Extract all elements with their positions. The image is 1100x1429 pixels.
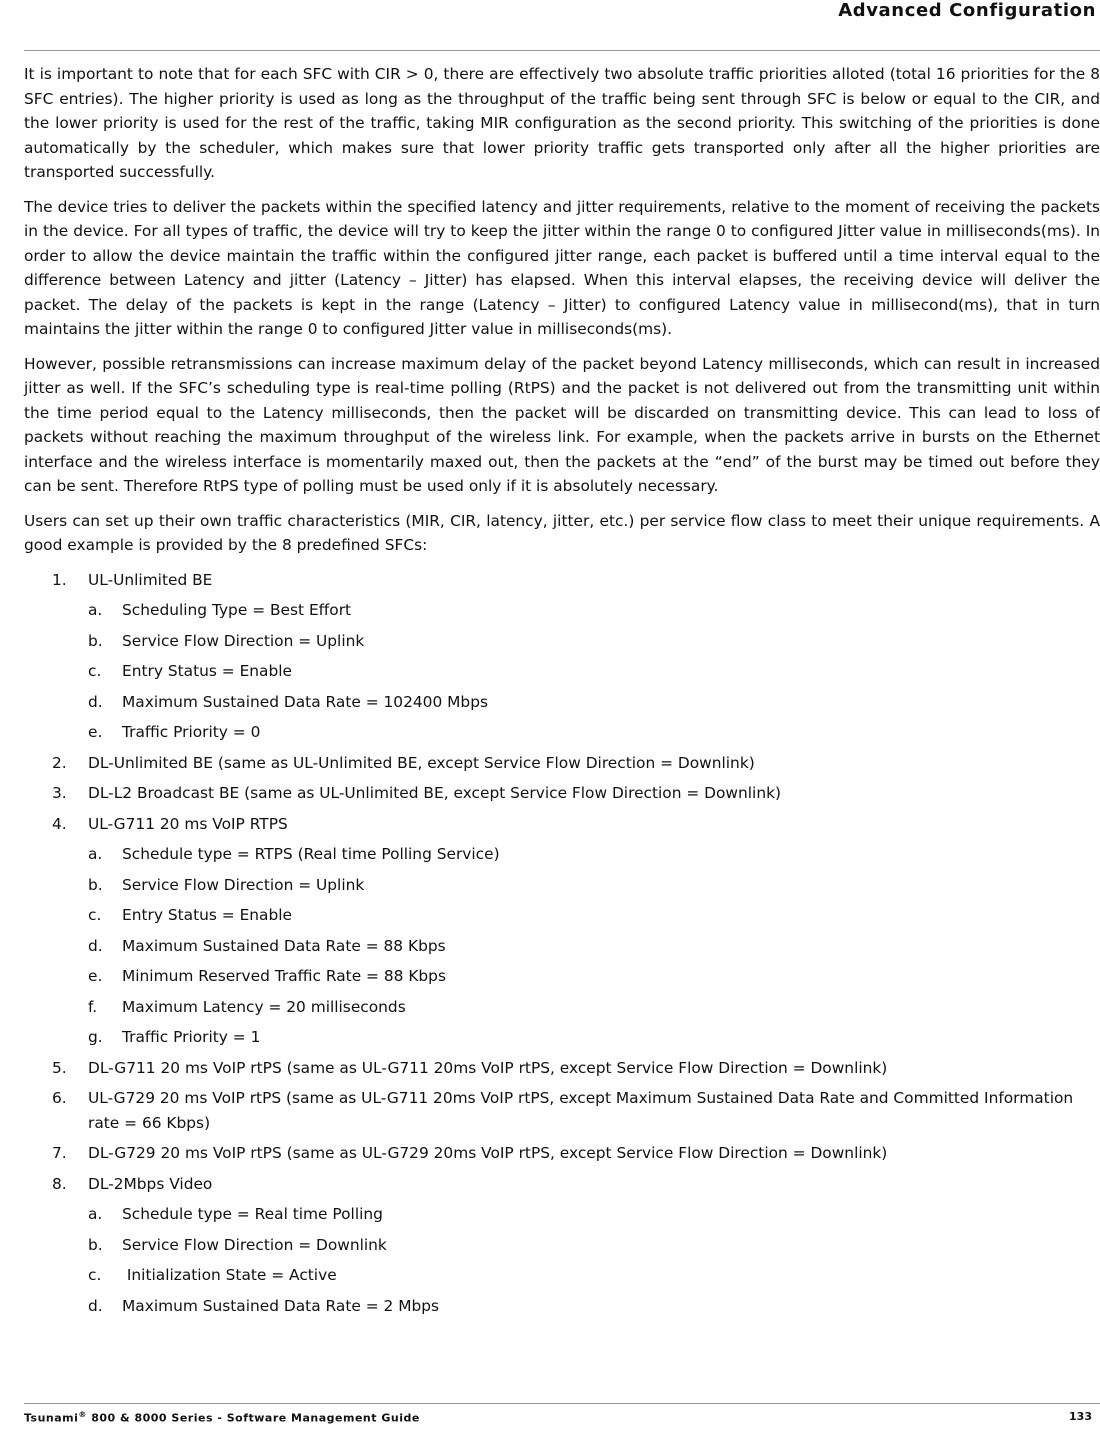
list-number: 5. [52, 1058, 67, 1077]
sub-item-text: Maximum Latency = 20 milliseconds [122, 997, 406, 1016]
list-item-text: DL-L2 Broadcast BE (same as UL-Unlimited BE, except Service Flow Direction = Downlink) [88, 784, 781, 802]
sub-list-item [88, 629, 1100, 654]
sub-letter: b. [88, 1235, 103, 1254]
sub-list-item [88, 842, 1100, 867]
footer-product: Tsunami [24, 1411, 79, 1425]
list-item [24, 781, 1100, 806]
paragraph-priorities: It is important to note that for each SFC with CIR > 0, there are effectively two absolute traffic priorities alloted (total 16 priorities for the 8 SFC entries). The higher priority is used as long as the throughput of the traffic being sent through SFC is below or equal to the CIR, and the lower priority is used for the rest of the traffic, taking MIR configuration as the second priority. This switching of the priorities is done automatically by the scheduler, which makes sure that lower priority traffic gets transported only after all the higher priorities are transported successfully. [24, 65, 1100, 181]
sub-letter: e. [88, 723, 103, 741]
sub-list [88, 842, 1100, 1050]
sub-item-text: Minimum Reserved Traffic Rate = 88 Kbps [122, 967, 446, 985]
sub-item-text: Schedule type = RTPS (Real time Polling Service) [122, 845, 500, 863]
sub-list-item [88, 995, 1100, 1020]
sub-letter: a. [88, 601, 103, 619]
sub-letter: c. [88, 906, 102, 924]
footer-divider [24, 1403, 1100, 1404]
trademark-symbol: ® [78, 1410, 87, 1419]
sub-list-item [88, 1233, 1100, 1258]
list-item-text: UL-Unlimited BE [88, 570, 213, 589]
sub-item-text: Schedule type = Real time Polling [122, 1205, 383, 1223]
list-item-text: DL-G711 20 ms VoIP rtPS (same as UL-G711 20ms VoIP rtPS, except Service Flow Direction = Downlink) [88, 1058, 888, 1077]
sub-list-item [88, 903, 1100, 928]
sub-item-text: Entry Status = Enable [122, 662, 292, 680]
list-number: 4. [52, 814, 67, 833]
sub-item-text: Maximum Sustained Data Rate = 102400 Mbps [122, 692, 488, 711]
list-number: 6. [52, 1089, 67, 1107]
sub-list [88, 1202, 1100, 1318]
sub-list [88, 598, 1100, 745]
header-title: Advanced Configuration [838, 0, 1096, 21]
paragraph-user-characteristics: Users can set up their own traffic characteristics (MIR, CIR, latency, jitter, etc.) per service flow class to meet their unique requirements. A good example is provided by the 8 predefined SFCs: [24, 511, 1100, 554]
sub-list-item [88, 934, 1100, 959]
sub-letter: g. [88, 1028, 103, 1046]
list-item [24, 1086, 1100, 1135]
sub-letter: f. [88, 997, 98, 1016]
paragraph-latency-jitter: The device tries to deliver the packets within the specified latency and jitter requirements, relative to the moment of receiving the packets in the device. For all types of traffic, the device will try to keep the jitter within the range 0 to configured Jitter value in milliseconds(ms). In order to allow the device maintain the traffic within the configured jitter range, each packet is buffered until a time interval equal to the difference between Latency and jitter (Latency – Jitter) has elapsed. When this interval elapses, the receiving device will deliver the packet. The delay of the packets is kept in the range (Latency – Jitter) to configured Latency value in millisecond(ms), that in turn maintains the jitter within the range 0 to configured Jitter value in milliseconds(ms). [24, 197, 1100, 338]
sub-item-text: Service Flow Direction = Uplink [122, 631, 365, 650]
page-number: 133 [1069, 1410, 1092, 1423]
sub-list-item [88, 598, 1100, 623]
sub-letter: c. [88, 662, 102, 680]
sub-list-item [88, 659, 1100, 684]
list-item-text: DL-Unlimited BE (same as UL-Unlimited BE, except Service Flow Direction = Downlink) [88, 753, 755, 772]
sub-item-text: Entry Status = Enable [122, 906, 292, 924]
list-item [24, 812, 1100, 1050]
list-item [24, 751, 1100, 776]
sub-letter: c. [88, 1266, 102, 1284]
sub-letter: a. [88, 845, 103, 863]
header-divider [24, 50, 1100, 51]
list-number: 3. [52, 784, 67, 802]
sub-list-item [88, 1202, 1100, 1227]
sub-item-text: Traffic Priority = 0 [122, 723, 261, 741]
sub-letter: d. [88, 1296, 103, 1315]
sub-item-text: Service Flow Direction = Downlink [122, 1235, 387, 1254]
page-content [24, 62, 1100, 1324]
list-number: 1. [52, 570, 67, 589]
sub-list-item [88, 720, 1100, 745]
sub-item-text: Maximum Sustained Data Rate = 88 Kbps [122, 936, 446, 955]
list-number: 7. [52, 1144, 67, 1162]
list-item-text: UL-G729 20 ms VoIP rtPS (same as UL-G711 20ms VoIP rtPS, except Maximum Sustained Data Rate and Committed Information rate = 66 Kbps) [88, 1089, 1074, 1132]
list-item [24, 1141, 1100, 1166]
sub-letter: b. [88, 631, 103, 650]
list-item [24, 1056, 1100, 1081]
sub-list-item [88, 873, 1100, 898]
sub-letter: e. [88, 967, 103, 985]
sub-list-item [88, 690, 1100, 715]
sfc-list [24, 568, 1100, 1319]
sub-letter: d. [88, 936, 103, 955]
footer-title-rest: 800 & 8000 Series - Software Management Guide [86, 1411, 420, 1425]
list-number: 2. [52, 753, 67, 772]
sub-letter: d. [88, 692, 103, 711]
sub-item-text: Initialization State = Active [122, 1266, 337, 1284]
list-item-text: UL-G711 20 ms VoIP RTPS [88, 814, 288, 833]
paragraph-retransmissions: However, possible retransmissions can increase maximum delay of the packet beyond Latency milliseconds, which can result in increased jitter as well. If the SFC’s scheduling type is real-time polling (RtPS) and the packet is not delivered out from the transmitting unit within the time period equal to the Latency milliseconds, then the packet will be discarded on transmitting device. This can lead to loss of packets without reaching the maximum throughput of the wireless link. For example, when the packets arrive in bursts on the Ethernet interface and the wireless interface is momentarily maxed out, then the packets at the “end” of the burst may be timed out before they can be sent. Therefore RtPS type of polling must be used only if it is absolutely necessary. [24, 354, 1100, 495]
list-item-text: DL-G729 20 ms VoIP rtPS (same as UL-G729 20ms VoIP rtPS, except Service Flow Direction = Downlink) [88, 1144, 888, 1162]
sub-list-item [88, 964, 1100, 989]
sub-letter: a. [88, 1205, 103, 1223]
footer-guide-title [24, 1410, 420, 1425]
sub-item-text: Service Flow Direction = Uplink [122, 875, 365, 894]
list-item [24, 568, 1100, 745]
list-item-text: DL-2Mbps Video [88, 1174, 213, 1193]
sub-letter: b. [88, 875, 103, 894]
sub-list-item [88, 1025, 1100, 1050]
list-number: 8. [52, 1174, 67, 1193]
sub-item-text: Traffic Priority = 1 [122, 1028, 261, 1046]
list-item [24, 1172, 1100, 1319]
sub-list-item [88, 1294, 1100, 1319]
sub-item-text: Scheduling Type = Best Effort [122, 601, 352, 619]
sub-list-item [88, 1263, 1100, 1288]
sub-item-text: Maximum Sustained Data Rate = 2 Mbps [122, 1296, 440, 1315]
